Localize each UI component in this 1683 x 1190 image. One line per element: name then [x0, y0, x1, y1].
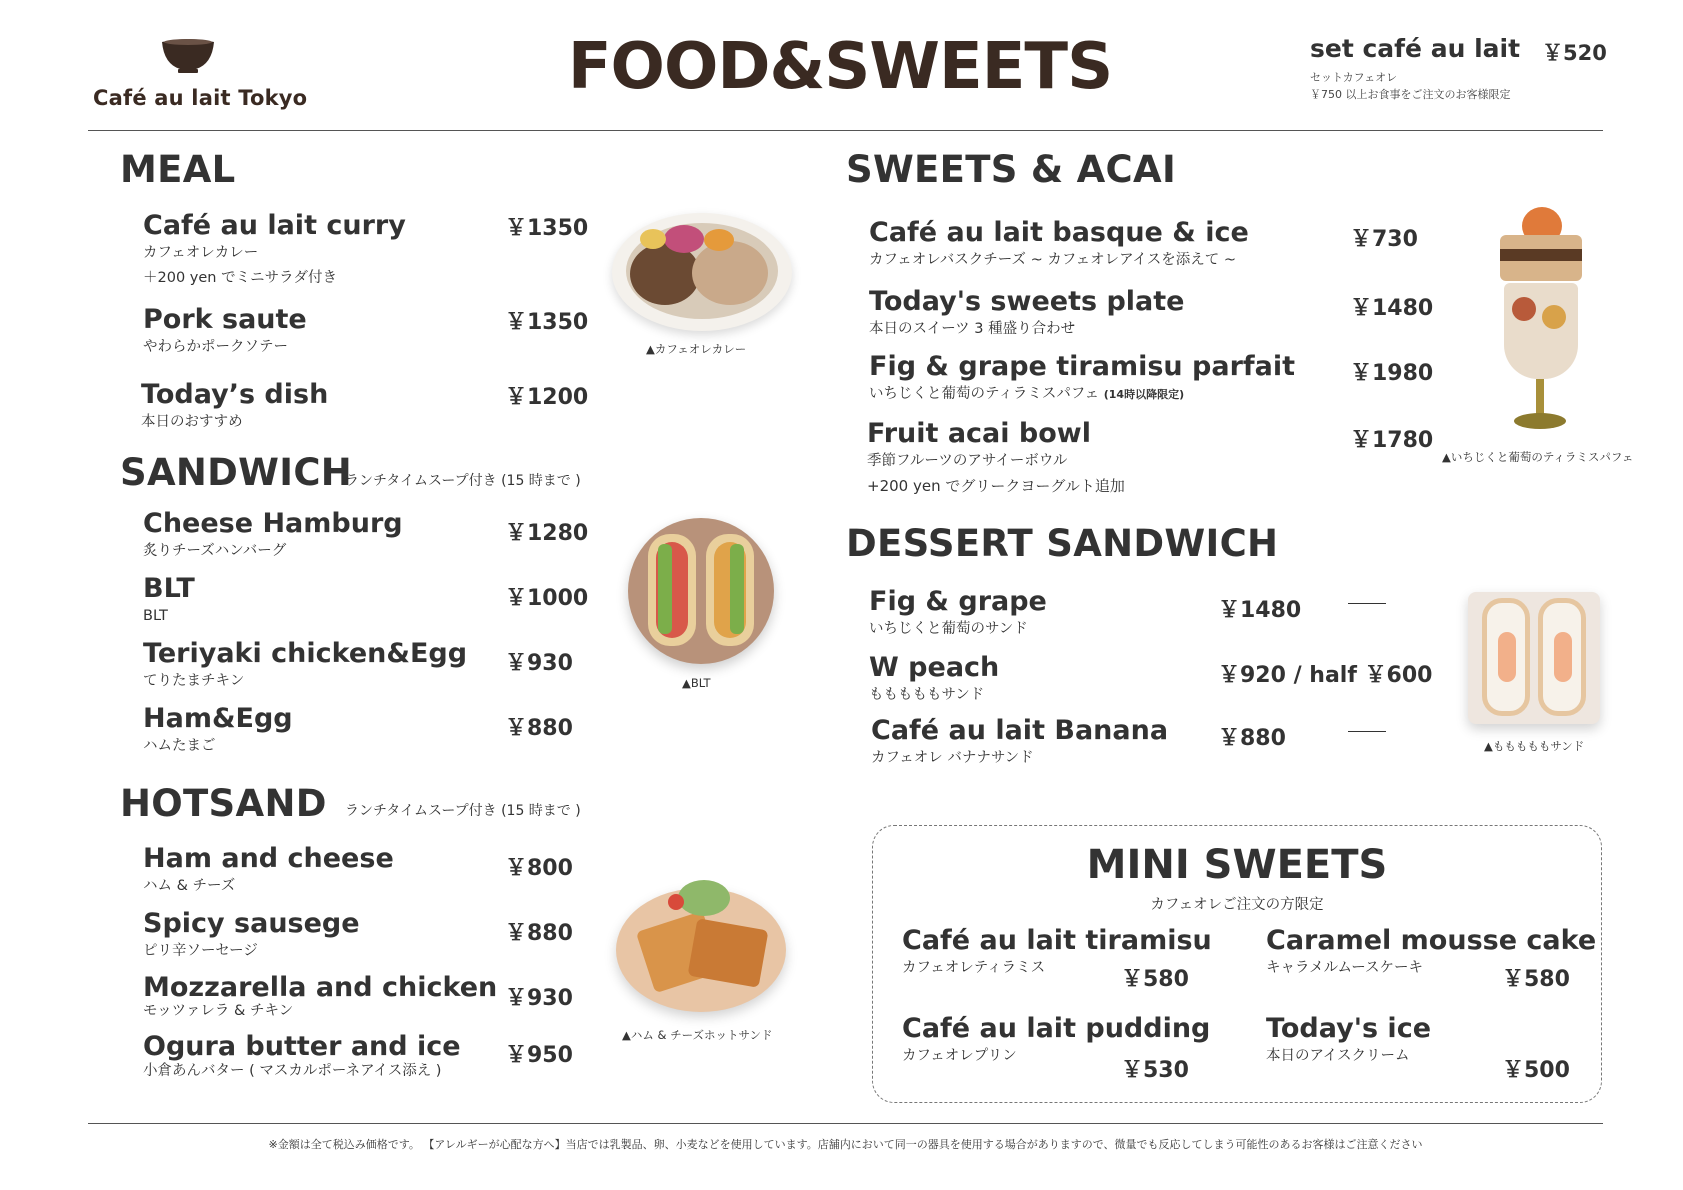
item-price: ￥1280: [505, 521, 589, 546]
dessert-title: DESSERT SANDWICH: [846, 522, 1279, 565]
page-title: FOOD&SWEETS: [567, 30, 1113, 104]
item-jp: カフェオレ バナナサンド: [871, 750, 1034, 766]
item-price: ￥880: [505, 716, 573, 741]
menu-item: [143, 703, 293, 757]
item-name: Spicy sausege: [143, 908, 360, 939]
menu-item: [143, 508, 403, 562]
item-name: Pork saute: [143, 304, 307, 335]
footer-note: ※金額は全て税込み価格です。 【アレルギーが心配な方へ】当店では乳製品、卵、小麦などを使用しています。店舗内において同一の器具を使用する場合がありますので、微量でも反応してしまう可能性のあるお客様はご注意ください: [268, 1138, 1423, 1151]
item-name: Fig & grape: [869, 586, 1047, 617]
menu-item: [869, 586, 1047, 640]
set-note-line2: ￥750 以上お食事をご注文のお客様限定: [1310, 88, 1511, 101]
peach-caption: ▲もももももサンド: [1484, 739, 1585, 753]
item-limit: (14時以降限定): [1103, 388, 1185, 401]
item-name: Café au lait tiramisu: [902, 925, 1212, 956]
item-jp: カフェオレカレー: [143, 245, 259, 261]
brand-name: Café au lait Tokyo: [93, 86, 308, 110]
item-price: ￥1350: [505, 310, 589, 335]
item-name: Café au lait Banana: [871, 715, 1169, 746]
item-name: Mozzarella and chicken: [143, 972, 498, 1003]
hotsand-note: ランチタイムスープ付き (15 時まで ): [345, 803, 581, 819]
item-name: Today's sweets plate: [869, 286, 1185, 317]
item-jp: キャラメルムースケーキ: [1266, 960, 1424, 976]
price-dash: [1348, 603, 1386, 604]
set-cafe-au-lait: [1310, 34, 1610, 103]
item-name: W peach: [869, 652, 1000, 683]
item-name: Teriyaki chicken&Egg: [143, 638, 468, 669]
item-jp: 本日のおすすめ: [141, 414, 243, 430]
item-price: ￥580: [1502, 967, 1570, 992]
item-price: ￥800: [505, 856, 573, 881]
item-jp: 小倉あんバター ( マスカルポーネアイス添え ): [143, 1063, 442, 1079]
item-price: ￥1780: [1350, 428, 1434, 453]
item-price: ￥1980: [1350, 361, 1434, 386]
item-jp-row: [869, 383, 1295, 406]
blt-caption: ▲BLT: [682, 676, 711, 690]
sweets-title: SWEETS & ACAI: [846, 148, 1177, 191]
item-jp: いちじくと葡萄のティラミスパフェ: [869, 386, 1100, 402]
menu-item: [143, 210, 406, 289]
menu-item: [143, 304, 307, 358]
item-jp: てりたまチキン: [143, 673, 245, 689]
set-price: ￥520: [1542, 41, 1607, 65]
hotsand-photo: [616, 880, 786, 1012]
item-price: ￥1480: [1218, 598, 1302, 623]
item-price: ￥530: [1121, 1058, 1189, 1083]
footer-divider: [88, 1123, 1603, 1124]
cafe-logo: [88, 36, 308, 116]
item-option: +200 yen でグリークヨーグルト追加: [867, 477, 1125, 495]
menu-item: [1266, 1013, 1431, 1067]
bowl-icon: [160, 36, 216, 74]
menu-item: [871, 715, 1168, 769]
item-jp: モッツァレラ & チキン: [143, 1003, 294, 1019]
item-jp: 炙りチーズハンバーグ: [143, 543, 287, 559]
peach-sandwich-photo: [1468, 592, 1600, 724]
menu-item: [143, 908, 360, 962]
item-name: Café au lait basque & ice: [869, 217, 1249, 248]
item-price: ￥880: [505, 921, 573, 946]
item-name: Caramel mousse cake: [1266, 925, 1597, 956]
parfait-photo: [1490, 205, 1590, 440]
item-jp: 本日のアイスクリーム: [1266, 1048, 1410, 1064]
menu-item: [869, 351, 1295, 406]
item-jp: 季節フルーツのアサイーボウル: [867, 453, 1068, 469]
item-jp: ハム & チーズ: [143, 878, 236, 894]
item-name: BLT: [143, 573, 195, 604]
curry-photo: [612, 213, 792, 333]
header-divider: [88, 130, 1603, 131]
item-price: ￥950: [505, 1043, 573, 1068]
menu-item: [143, 1033, 461, 1081]
item-name: Fig & grape tiramisu parfait: [869, 351, 1296, 382]
item-price: ￥880: [1218, 726, 1286, 751]
item-name: Fruit acai bowl: [867, 418, 1091, 449]
item-jp: やわらかポークソテー: [143, 339, 288, 355]
hotsand-caption: ▲ハム & チーズホットサンド: [622, 1028, 773, 1042]
item-jp: カフェオレバスクチーズ ~ カフェオレアイスを添えて ~: [869, 252, 1236, 268]
item-jp: BLT: [143, 608, 168, 624]
item-price: ￥580: [1121, 967, 1189, 992]
item-jp: カフェオレティラミス: [902, 960, 1046, 976]
sandwich-title: SANDWICH: [120, 451, 353, 494]
sandwich-note: ランチタイムスープ付き (15 時まで ): [345, 473, 581, 489]
menu-item: [143, 843, 394, 897]
meal-title: MEAL: [120, 148, 236, 191]
item-name: Café au lait pudding: [902, 1013, 1211, 1044]
menu-item: [867, 418, 1125, 500]
item-jp: いちじくと葡萄のサンド: [869, 621, 1028, 637]
item-price: ￥930: [505, 651, 573, 676]
menu-item: [869, 652, 999, 706]
menu-item: [869, 286, 1184, 340]
mini-sweets-subtitle: カフェオレご注文の方限定: [1150, 897, 1324, 913]
item-name: Cheese Hamburg: [143, 508, 403, 539]
item-name: Today’s dish: [141, 379, 329, 410]
item-price: ￥1480: [1350, 296, 1434, 321]
hotsand-title: HOTSAND: [120, 782, 327, 825]
item-price: ￥1000: [505, 586, 589, 611]
item-price: ￥730: [1350, 227, 1418, 252]
item-jp: 本日のスイーツ 3 種盛り合わせ: [869, 321, 1076, 337]
menu-item: [869, 217, 1249, 271]
item-option: ＋200 yen でミニサラダ付き: [143, 270, 337, 286]
item-jp: カフェオレプリン: [902, 1048, 1017, 1064]
menu-item: [143, 974, 497, 1020]
blt-photo: [628, 518, 774, 664]
mini-sweets-title: MINI SWEETS: [1086, 842, 1388, 888]
item-jp: もももももサンド: [869, 687, 985, 703]
item-name: Ham and cheese: [143, 843, 394, 874]
menu-item: [143, 638, 467, 692]
curry-caption: ▲カフェオレカレー: [646, 342, 747, 356]
item-price: ￥920 / half ￥600: [1218, 663, 1433, 688]
item-name: Today's ice: [1266, 1013, 1432, 1044]
price-dash: [1348, 731, 1386, 732]
set-note-line1: セットカフェオレ: [1310, 71, 1398, 84]
set-name: set café au lait: [1310, 34, 1521, 63]
item-jp: ピリ辛ソーセージ: [143, 943, 258, 959]
item-name: Ham&Egg: [143, 703, 293, 734]
item-price: ￥500: [1502, 1058, 1570, 1083]
set-note: [1310, 69, 1610, 103]
item-name: Café au lait curry: [143, 210, 406, 241]
item-jp: ハムたまご: [143, 738, 216, 754]
item-price: ￥930: [505, 986, 573, 1011]
menu-item: [143, 573, 195, 627]
item-price: ￥1350: [505, 216, 589, 241]
item-name: Ogura butter and ice: [143, 1031, 461, 1062]
parfait-caption: ▲いちじくと葡萄のティラミスパフェ: [1442, 450, 1634, 464]
menu-item: [141, 379, 328, 433]
item-price: ￥1200: [505, 385, 589, 410]
